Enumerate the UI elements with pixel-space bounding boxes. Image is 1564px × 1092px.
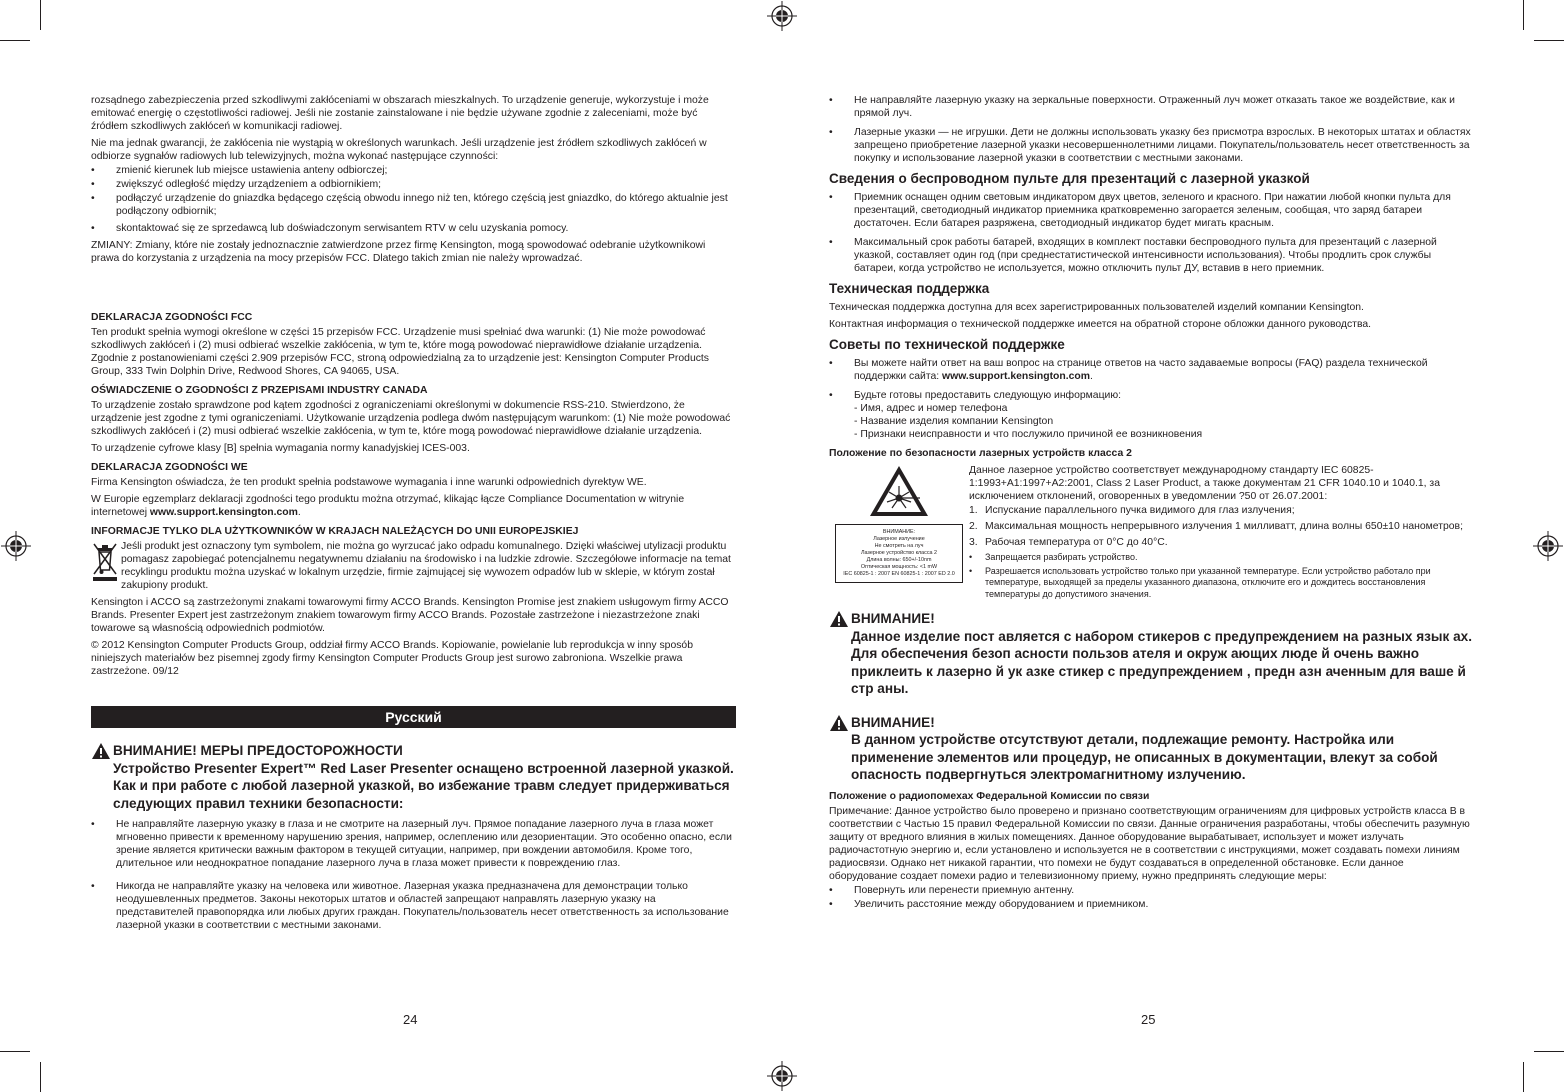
- laser-safety-list: [91, 818, 736, 932]
- item-text: Максимальная мощность непрерывного излучения 1 милливатт, длина волны 650±10 нанометров;: [985, 521, 1463, 532]
- right-page: [829, 94, 1474, 915]
- support-link[interactable]: www.support.kensington.com: [942, 371, 1091, 382]
- label-line: Лазерное излучение: [873, 536, 925, 542]
- crop-mark: [0, 1051, 30, 1052]
- intro-paragraph: rozsądnego zabezpieczenia przed szkodliwymi zakłóceniami w obszarach mieszkalnych. To urządzenie generuje, wykorzystuje i może emitować energię o częstotliwości radiowej. Jeśli nie zostanie zainstalowane i nie będzie używane zgodnie z zaleceniami, może być źródłem szkodliwych zakłóceń w komunikacji radiowej.: [91, 95, 709, 132]
- list-item: • Не направляйте лазерную указку в глаза и не смотрите на лазерный луч. Прямое попадание лазерного луча в глаза может мгновенно привести к временному нарушению зрения, например, ослеплению или дезориентации. Это особенно опасно, если зрение является критически важным фактором в текущей ситуации, например, при вождении автомобиля. Кроме того, длительное или неоднократное попадание лазерного луча в глаза может привести к повреждению глаз.: [91, 818, 736, 870]
- laser-paragraph: Данное лазерное устройство соответствует международному стандарту IEC 60825-1:1993+A1:1997+A2:2001, Class 2 Laser Product, а также документам 21 CFR 1040.10 и 1040.1, за исключением отклонений, оговоренных в уведомлении ?50 от 26.07.2001:: [969, 465, 1440, 502]
- we-paragraph: [91, 493, 736, 519]
- fcc-steps-list: [829, 884, 1474, 911]
- tips-text: • Будьте готовы предоставить следующую информацию:: [854, 390, 1122, 401]
- item-text: Рабочая температура от 0°C до 40°C.: [985, 537, 1168, 548]
- registration-mark-icon: [1533, 531, 1563, 561]
- page-number: 24: [403, 1012, 418, 1027]
- list-item: • Увеличить расстояние между оборудованием и приемником.: [829, 898, 1474, 911]
- list-item: • Повернуть или перенести приемную антенну.: [829, 884, 1474, 897]
- warning-block: [829, 714, 1474, 784]
- fcc-paragraph: Примечание: Данное устройство было проверено и признано соответствующим ограничениям для цифровых устройств класса B в соответствии с Частью 15 правил Федеральной Комиссии по связи. Данные ограничения разработаны, чтобы обеспечить разумную защиту от вредного влияния в жилых помещениях. Данное оборудование вырабатывает, использует и может излучать радиочастотную энергию и, если установлено и используется не в соответствии с инструкциями, может создавать помехи линиям радиосвязи. Однако нет никакой гарантии, что помехи не будут создаваться в определенной обстановке. Если данное оборудование создает помехи радио и телевизионному приему, нужно предпринять следующие меры:: [829, 805, 1470, 882]
- section-heading: DEKLARACJA ZGODNOŚCI WE: [91, 462, 248, 473]
- section-heading: Положение о радиопомехах Федеральной Комиссии по связи: [829, 790, 1150, 802]
- section-heading: INFORMACJE TYLKO DLA UŻYTKOWNIKÓW W KRAJACH NALEŻĄCYCH DO UNII EUROPEJSKIEJ: [91, 526, 579, 537]
- weee-paragraph: Jeśli produkt jest oznaczony tym symbolem, nie można go wyrzucać jako odpadu komunalnego. Dzięki właściwej utylizacji produktu pomagasz zapobiegać potencjalnemu negatywnemu działaniu na środowisko i na ludzkie zdrowie. Szczegółowe informacje na temat recyklingu produktu można uzyskać w lokalnym urzędzie, firmie zajmującej się wywozem odpadów lub w sklepie, w którym został zakupiony produkt.: [121, 541, 731, 591]
- changes-paragraph: ZMIANY: Zmiany, które nie zostały jednoznacznie zatwierdzone przez firmę Kensington, mogą spowodować odebranie użytkownikowi prawa do korzystania z urządzenia na mocy przepisów FCC. Dlatego takich zmian nie należy wprowadzać.: [91, 240, 706, 264]
- warning-triangle-icon: [829, 610, 851, 632]
- list-item: [969, 504, 1474, 517]
- item-number: 2.: [969, 521, 978, 532]
- support-link[interactable]: www.support.kensington.com: [149, 507, 298, 518]
- crop-mark: [40, 0, 41, 30]
- laser-numbered-list: [969, 504, 1474, 549]
- list-item: • skontaktować się ze sprzedawcą lub doświadczonym serwisantem RTV w celu uzyskania pomocy.: [91, 222, 736, 235]
- list-item: [829, 357, 1474, 383]
- we-paragraph: Firma Kensington oświadcza, że ten produkt spełnia podstawowe wymagania i inne warunki odpowiednich dyrektyw WE.: [91, 477, 647, 488]
- label-line: ВНИМАНИЕ:: [882, 529, 916, 535]
- item-text: Испускание параллельного пучка видимого для глаз излучения;: [985, 505, 1295, 516]
- canada-paragraph: To urządzenie zostało sprawdzone pod kątem zgodności z ograniczeniami określonymi w dokumencie RSS-210. Stwierdzono, że urządzenie jest zgodne z tymi ograniczeniami. Użytkowanie urządzenia podlega dwóm następującym warunkom: (1) Nie może powodować szkodliwych zakłóceń i (2) musi odbierać wszelkie zakłócenia, w tym te, które mogą powodować nieprawidłowe działanie urządzenia.: [91, 400, 731, 437]
- canada-paragraph: To urządzenie cyfrowe klasy [B] spełnia wymagania normy kanadyjskiej ICES-003.: [91, 443, 470, 454]
- crop-mark: [1523, 1062, 1524, 1092]
- registration-mark-icon: [1, 531, 31, 561]
- section-heading: Положение по безопасности лазерных устройств класса 2: [829, 448, 1132, 459]
- laser-class-text: [969, 464, 1474, 602]
- warning-body: В данном устройстве отсутствуют детали, подлежащие ремонту. Настройка или применение элементов или процедур, не описанных в документации, влекут за собой опасность подвергнуться электромагнитному излучению.: [851, 732, 1438, 782]
- list-item: [969, 536, 1474, 549]
- copyright-paragraph: © 2012 Kensington Computer Products Group, oddział firmy ACCO Brands. Kopiowanie, powielanie lub reprodukcja w inny sposób niniejszych materiałów bez pisemnej zgody firmy Kensington Computer Products Group jest surowo zabroniona. Wszelkie prawa zastrzeżone. 09/12: [91, 640, 693, 677]
- label-line: Не смотреть на луч: [874, 543, 924, 549]
- tips-line: - Признаки неисправности и что послужило причиной ее возникновения: [854, 429, 1203, 440]
- support-paragraph: Техническая поддержка доступна для всех зарегистрированных пользователей изделий компании Kensington.: [829, 302, 1364, 313]
- warning-block: [91, 742, 736, 812]
- punctuation: .: [1090, 371, 1093, 382]
- warning-body: Данное изделие пост авляется с набором стикеров с предупреждением на разных язык ах. Для обеспечения безоп асности пользов ателя и окруж ающих люде й очень важно приклеить к лазерно й ук азке стикер с предупреждением , предн азн аченным для ваше й стр аны.: [851, 628, 1472, 696]
- list-item: • zmienić kierunek lub miejsce ustawienia anteny odbiorczej;: [91, 164, 736, 177]
- laser-class-block: [829, 464, 1474, 602]
- list-item: • Не направляйте лазерную указку на зеркальные поверхности. Отраженный луч может отказать такое же воздействие, как и прямой луч.: [829, 94, 1474, 120]
- label-line: IEC 60825-1 : 2007 EN 60825-1 : 2007 ED 2.0: [843, 571, 955, 577]
- laser-safety-list: [829, 94, 1474, 165]
- warning-triangle-icon: [829, 714, 851, 736]
- warning-body: Устройство Presenter Expert™ Red Laser Presenter оснащено встроенной лазерной указкой. Как и при работе с любой лазерной указкой, во избежание травм следует придерживаться следующих правил техники безопасности:: [113, 760, 734, 811]
- punctuation: .: [297, 507, 301, 518]
- warning-title: ВНИМАНИЕ!: [851, 611, 935, 626]
- crop-mark: [1523, 0, 1524, 30]
- registration-mark-icon: [767, 1061, 797, 1091]
- list-item: • podłączyć urządzenie do gniazdka będącego częścią obwodu innego niż ten, którego częścią jest gniazdko, do którego aktualnie jest podłączony odbiornik;: [91, 192, 736, 218]
- list-item: [969, 520, 1474, 533]
- label-line: Лазерное устройство класса 2: [860, 550, 938, 556]
- interference-steps-list: [91, 164, 736, 235]
- fcc-paragraph: Ten produkt spełnia wymogi określone w części 15 przepisów FCC. Urządzenie musi spełniać dwa warunki: (1) Nie może powodować szkodliwych zakłóceń i (2) musi odbierać wszelkie zakłócenia, w tym te, które mogą powodować nieprawidłowe działanie urządzenia. Zgodnie z postanowieniami części 2.909 przepisów FCC, stroną odpowiedzialną za to urządzenie jest: Kensington Computer Products Group, 333 Twin Dolphin Drive, Redwood Shores, CA 94065, USA.: [91, 327, 709, 377]
- label-line: Оптическая мощность: <1 mW: [860, 564, 938, 570]
- tips-line: - Название изделия компании Kensington: [854, 416, 1054, 427]
- wireless-list: [829, 191, 1474, 275]
- list-item: • Запрещается разбирать устройство.: [969, 552, 1474, 564]
- laser-hazard-icon: [868, 464, 930, 518]
- page-number: 25: [1141, 1012, 1156, 1027]
- list-item: • Приемник оснащен одним световым индикатором двух цветов, зеленого и красного. При нажатии любой кнопки пульта для презентаций, светодиодный индикатор приемника кратковременно загорается зеленым, сообщая, что заряд батареи достаточен. Если батарея разряжена, светодиодный индикатор будет мигать красным.: [829, 191, 1474, 230]
- registration-mark-icon: [767, 1, 797, 31]
- crossed-bin-icon: [91, 540, 121, 586]
- support-paragraph: Контактная информация о технической поддержке имеется на обратной стороне обложки данного руководства.: [829, 319, 1372, 330]
- list-item: • Никогда не направляйте указку на человека или животное. Лазерная указка предназначена для демонстрации только неодушевленных предметов. Законы некоторых штатов и областей запрещают направлять лазерную указку на представителей правопорядка или любых других граждан. Покупатель/пользователь несет ответственность за использование лазерной указки в соответствии с местными законами.: [91, 880, 736, 932]
- section-heading: OŚWIADCZENIE O ZGODNOŚCI Z PRZEPISAMI INDUSTRY CANADA: [91, 385, 428, 396]
- list-item: [829, 389, 1474, 441]
- warning-triangle-icon: [91, 742, 113, 764]
- tips-line: - Имя, адрес и номер телефона: [854, 403, 1008, 414]
- trademark-paragraph: Kensington i ACCO są zastrzeżonymi znakami towarowymi firmy ACCO Brands. Kensington Promise jest znakiem usługowym firmy ACCO Brands. Presenter Expert jest zastrzeżonym znakiem towarowym firmy ACCO Brands. Pozostałe zastrzeżone i niezastrzeżone znaki towarowe są własnością odpowiednich podmiotów.: [91, 597, 729, 634]
- label-line: Длина волны: 650+/-10nm: [866, 557, 932, 563]
- intro-paragraph: Nie ma jednak gwarancji, że zakłócenia nie wystąpią w określonych warunkach. Jeśli urządzenie jest źródłem szkodliwych zakłóceń w odbiorze sygnałów radiowych lub telewizyjnych, można wykonać następujące czynności:: [91, 138, 707, 162]
- list-item: • zwiększyć odległość między urządzeniem a odbiornikiem;: [91, 178, 736, 191]
- list-item: • Максимальный срок работы батарей, входящих в комплект поставки беспроводного пульта для презентаций с лазерной указкой, составляет один год (при среднестатистической интенсивности использования). Чтобы продлить срок службы батареи, когда устройство не используется, можно отключить пульт ДУ, вставив в него приемник.: [829, 236, 1474, 275]
- we-text: W Europie egzemplarz deklaracji zgodności tego produktu można otrzymać, klikając łącze Compliance Documentation w witrynie internetowej: [91, 494, 685, 518]
- crop-mark: [40, 1062, 41, 1092]
- warning-title: ВНИМАНИЕ! МЕРЫ ПРЕДОСТОРОЖНОСТИ: [113, 743, 403, 758]
- item-number: 1.: [969, 505, 978, 516]
- left-page: [91, 94, 736, 936]
- section-heading: Сведения о беспроводном пульте для презентаций с лазерной указкой: [829, 171, 1310, 186]
- language-bar: Русский: [91, 706, 736, 728]
- tips-text: Вы можете найти ответ на ваш вопрос на странице ответов на часто задаваемые вопросы (FAQ) раздела технической поддержки сайта:: [854, 358, 1428, 382]
- laser-warning-label: [835, 524, 963, 583]
- weee-block: [91, 540, 736, 596]
- tips-list: [829, 357, 1474, 441]
- section-heading: Советы по технической поддержке: [829, 337, 1065, 352]
- crop-mark: [0, 40, 30, 41]
- section-heading: DEKLARACJA ZGODNOŚCI FCC: [91, 312, 253, 323]
- list-item: • Лазерные указки — не игрушки. Дети не должны использовать указку без присмотра взрослых. В некоторых штатах и областях запрещено приобретение лазерной указки несовершеннолетними лицами. Покупатель/пользователь несет ответственность за покупку и использование лазерной указки в соответствии с местными законами.: [829, 126, 1474, 165]
- crop-mark: [1534, 1051, 1564, 1052]
- section-heading: Техническая поддержка: [829, 281, 990, 296]
- list-item: • Разрешается использовать устройство только при указанной температуре. Если устройство работало при температуре, выходящей за пределы указанного диапазона, отключите его и дождитесь восстановления температуры до допустимого значения.: [969, 566, 1474, 601]
- item-number: 3.: [969, 537, 978, 548]
- laser-figures: [829, 464, 969, 602]
- crop-mark: [1534, 40, 1564, 41]
- warning-block: [829, 610, 1474, 698]
- warning-title: ВНИМАНИЕ!: [851, 714, 935, 730]
- laser-notes-list: [969, 552, 1474, 600]
